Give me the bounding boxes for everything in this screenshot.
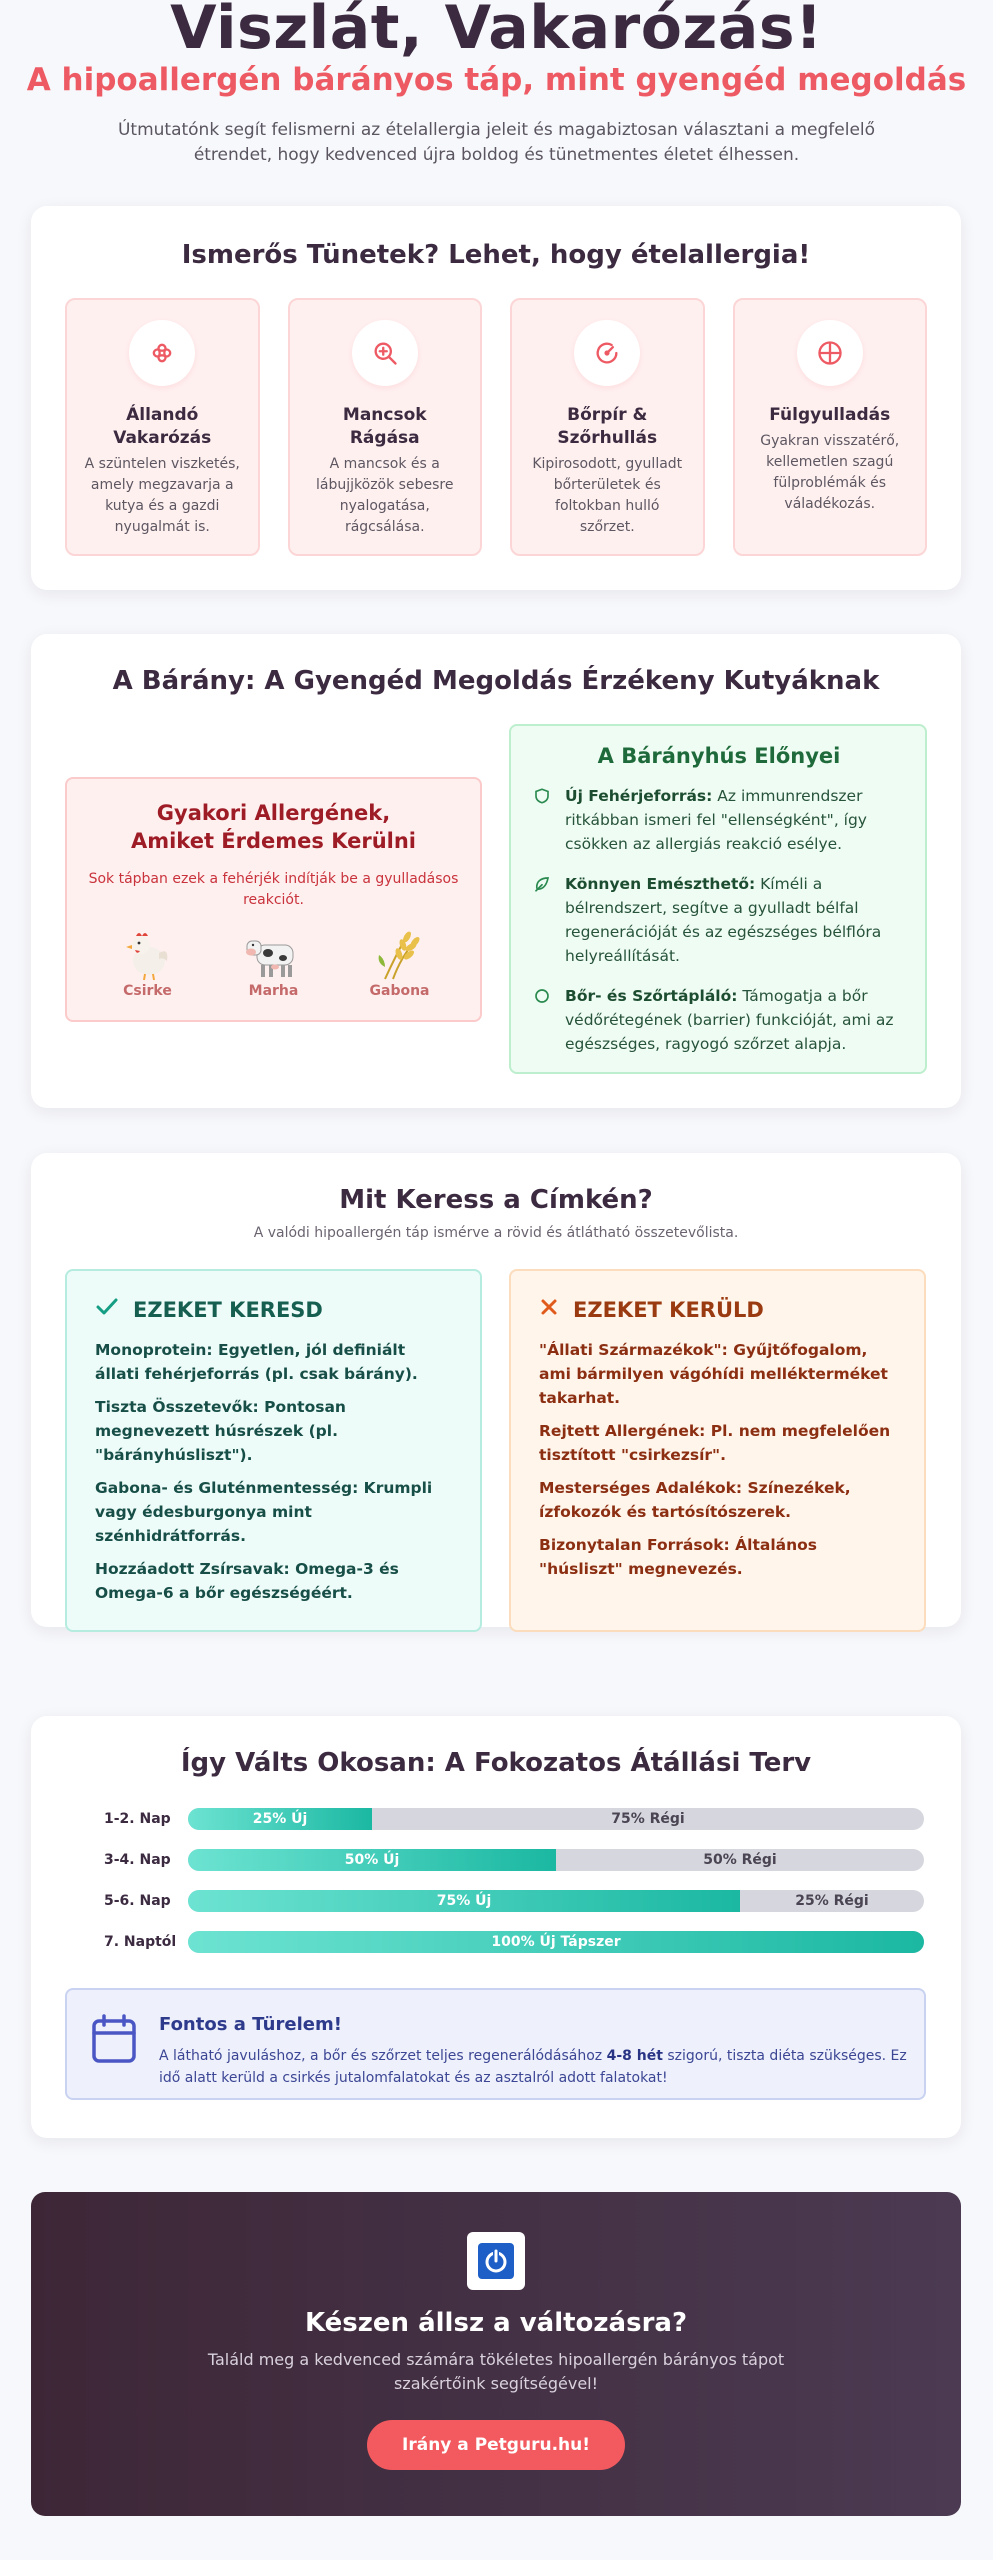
benefit-heading: Új Fehérjeforrás: bbox=[565, 787, 713, 805]
benefits-title: A Bárányhús Előnyei bbox=[597, 744, 841, 768]
hero bbox=[0, 0, 993, 168]
symptom-text: A szüntelen viszketés, amely megzavarja a kutya és a gazdi nyugalmát is. bbox=[84, 456, 240, 535]
check-icon bbox=[95, 1297, 119, 1322]
cta-title: Készen állsz a változásra? bbox=[304, 2308, 688, 2338]
benefit-text bbox=[565, 872, 905, 968]
symptom-text: A mancsok és a lábujjközök sebesre nyalogatása, rágcsálása. bbox=[316, 456, 454, 535]
cow-icon bbox=[232, 927, 316, 981]
crosshair-icon bbox=[797, 320, 863, 386]
allergens-box bbox=[65, 777, 482, 1022]
symptom-text: Gyakran visszatérő, kellemetlen szagú fülproblémák és váladékozás. bbox=[760, 433, 900, 512]
lamb-section bbox=[31, 634, 961, 1108]
symptoms-grid bbox=[65, 298, 927, 556]
symptom-card bbox=[510, 298, 705, 556]
lamb-title: A Bárány: A Gyengéd Megoldás Érzékeny Kutyáknak bbox=[112, 666, 880, 696]
list-item: Mesterséges Adalékok: Színezékek, ízfokozók és tartósítószerek. bbox=[539, 1479, 851, 1521]
magnifier-icon bbox=[352, 320, 418, 386]
plan-bar bbox=[188, 1808, 924, 1830]
cross-icon bbox=[539, 1297, 559, 1322]
power-logo-icon bbox=[467, 2232, 525, 2290]
labels-title: Mit Keress a Címkén? bbox=[339, 1185, 653, 1215]
benefit-body: Kíméli a bélrendszert, segítve a gyulladt bélfal regenerációját és az egészséges bélflóra helyreállítását. bbox=[565, 875, 882, 965]
plan-old-segment: 25% Régi bbox=[795, 1893, 869, 1909]
plan-new-segment: 25% Új bbox=[188, 1808, 372, 1830]
benefit-item bbox=[533, 872, 905, 968]
hero-subtitle: A hipoallergén bárányos táp, mint gyengéd megoldás bbox=[26, 62, 967, 98]
benefits-box bbox=[509, 724, 927, 1074]
list-item: Gabona- és Gluténmentesség: Krumpli vagy édesburgonya mint szénhidrátforrás. bbox=[95, 1479, 433, 1545]
allergen-name: Gabona bbox=[369, 983, 430, 999]
benefit-heading: Bőr- és Szőrtápláló: bbox=[565, 987, 738, 1005]
benefit-item bbox=[533, 784, 905, 856]
avoid-heading-text: EZEKET KERÜLD bbox=[573, 1297, 764, 1322]
plan-row bbox=[104, 1890, 924, 1912]
circle-icon bbox=[533, 984, 553, 1056]
list-item: Monoprotein: Egyetlen, jól definiált állati fehérjeforrás (pl. csak bárány). bbox=[95, 1341, 418, 1383]
benefit-item bbox=[533, 984, 905, 1056]
plan-bar bbox=[188, 1931, 924, 1953]
allergen-name: Csirke bbox=[123, 983, 172, 999]
patience-box bbox=[65, 1988, 926, 2100]
labels-section bbox=[31, 1153, 961, 1627]
avoid-box bbox=[509, 1269, 926, 1632]
plan-bar bbox=[188, 1890, 924, 1912]
benefit-heading: Könnyen Emészthető: bbox=[565, 875, 756, 893]
symptom-card bbox=[288, 298, 483, 556]
allergen-item bbox=[232, 927, 316, 999]
allergen-name: Marha bbox=[248, 983, 299, 999]
symptom-card bbox=[733, 298, 928, 556]
chicken-icon bbox=[106, 927, 190, 981]
plan-old-segment: 75% Régi bbox=[611, 1811, 685, 1827]
look-for-heading-text: EZEKET KERESD bbox=[133, 1297, 323, 1322]
list-item: Tiszta Összetevők: Pontosan megnevezett húsrészek (pl. "bárányhúsliszt"). bbox=[95, 1398, 346, 1464]
paw-icon bbox=[129, 320, 195, 386]
symptoms-section bbox=[31, 206, 961, 590]
transition-section bbox=[31, 1716, 961, 2138]
allergen-item bbox=[358, 927, 442, 999]
leaf-icon bbox=[533, 872, 553, 968]
benefit-body: Az immunrendszer ritkábban ismeri fel "ellenségként", így csökken az allergiás reakció esélye. bbox=[565, 787, 867, 853]
calendar-icon bbox=[91, 2014, 137, 2098]
list-item: Hozzáadott Zsírsavak: Omega-3 és Omega-6 a bőr egészségéért. bbox=[95, 1560, 399, 1602]
transition-plan bbox=[104, 1808, 924, 1972]
avoid-list bbox=[539, 1338, 898, 1581]
allergens-subtitle: Sok tápban ezek a fehérjék indítják be a gyulladásos reakciót. bbox=[88, 871, 459, 908]
hero-description: Útmutatónk segít felismerni az ételallergia jeleit és magabiztosan választani a megfelelő étrendet, hogy kedvenced újra boldog és tünetmentes életet élhessen. bbox=[117, 120, 876, 165]
benefit-body: Támogatja a bőr védőrétegének (barrier) funkcióját, ami az egészséges, ragyogó szőrzet alapja. bbox=[565, 987, 894, 1053]
patience-text-before: A látható javuláshoz, a bőr és szőrzet teljes regenerálódásához bbox=[159, 2048, 607, 2064]
symptom-text: Kipirosodott, gyulladt bőrterületek és foltokban hulló szőrzet. bbox=[532, 456, 683, 535]
patience-text bbox=[159, 2045, 919, 2089]
symptoms-title: Ismerős Tünetek? Lehet, hogy ételallergia! bbox=[181, 240, 811, 270]
plan-label: 1-2. Nap bbox=[104, 1811, 171, 1827]
benefit-text bbox=[565, 784, 905, 856]
transition-title: Így Válts Okosan: A Fokozatos Átállási Terv bbox=[180, 1748, 812, 1778]
plan-row bbox=[104, 1931, 924, 1953]
symptom-title: Bőrpír & Szőrhullás bbox=[557, 405, 658, 448]
patience-text-after: szigorú, tiszta diéta szükséges. Ez idő alatt kerüld a csirkés jutalomfalatokat és az asztalról adott falatokat! bbox=[159, 2048, 907, 2086]
plan-label: 3-4. Nap bbox=[104, 1852, 171, 1868]
plan-label: 7. Naptól bbox=[104, 1934, 177, 1950]
symptom-title: Állandó Vakarózás bbox=[113, 405, 212, 448]
patience-content bbox=[159, 2014, 919, 2098]
cta-text: Találd meg a kedvenced számára tökéletes hipoallergén bárányos tápot szakértőink segítségével! bbox=[207, 2350, 785, 2393]
plan-old-segment: 50% Régi bbox=[703, 1852, 777, 1868]
shield-icon bbox=[533, 784, 553, 856]
allergens-row bbox=[67, 927, 480, 999]
cta-button[interactable]: Irány a Petguru.hu! bbox=[367, 2420, 625, 2470]
benefit-text bbox=[565, 984, 905, 1056]
allergens-title: Gyakori Allergének, Amiket Érdemes Kerülni bbox=[130, 801, 417, 853]
list-item: Rejtett Allergének: Pl. nem megfelelően tisztított "csirkezsír". bbox=[539, 1422, 891, 1464]
gauge-icon bbox=[574, 320, 640, 386]
plan-new-segment: 75% Új bbox=[188, 1890, 740, 1912]
look-for-heading bbox=[95, 1297, 454, 1322]
patience-title: Fontos a Türelem! bbox=[159, 2014, 342, 2035]
symptom-title: Fülgyulladás bbox=[769, 405, 891, 425]
look-for-box bbox=[65, 1269, 482, 1632]
labels-subtitle: A valódi hipoallergén táp ismérve a rövid és átlátható összetevőlista. bbox=[253, 1225, 739, 1241]
look-for-list bbox=[95, 1338, 454, 1605]
wheat-icon bbox=[358, 927, 442, 981]
hero-title: Viszlát, Vakarózás! bbox=[170, 0, 823, 63]
patience-duration: 4-8 hét bbox=[606, 2048, 663, 2064]
plan-new-segment: 100% Új Tápszer bbox=[188, 1931, 924, 1953]
plan-bar bbox=[188, 1849, 924, 1871]
symptom-title: Mancsok Rágása bbox=[342, 405, 427, 448]
avoid-heading bbox=[539, 1297, 898, 1322]
symptom-card bbox=[65, 298, 260, 556]
plan-row bbox=[104, 1808, 924, 1830]
plan-row bbox=[104, 1849, 924, 1871]
list-item: "Állati Származékok": Gyűjtőfogalom, ami bármilyen vágóhídi mellékterméket takarhat. bbox=[539, 1341, 888, 1407]
list-item: Bizonytalan Források: Általános "húsliszt" megnevezés. bbox=[539, 1536, 818, 1578]
plan-label: 5-6. Nap bbox=[104, 1893, 171, 1909]
allergen-item bbox=[106, 927, 190, 999]
cta-section bbox=[31, 2192, 961, 2516]
plan-new-segment: 50% Új bbox=[188, 1849, 556, 1871]
